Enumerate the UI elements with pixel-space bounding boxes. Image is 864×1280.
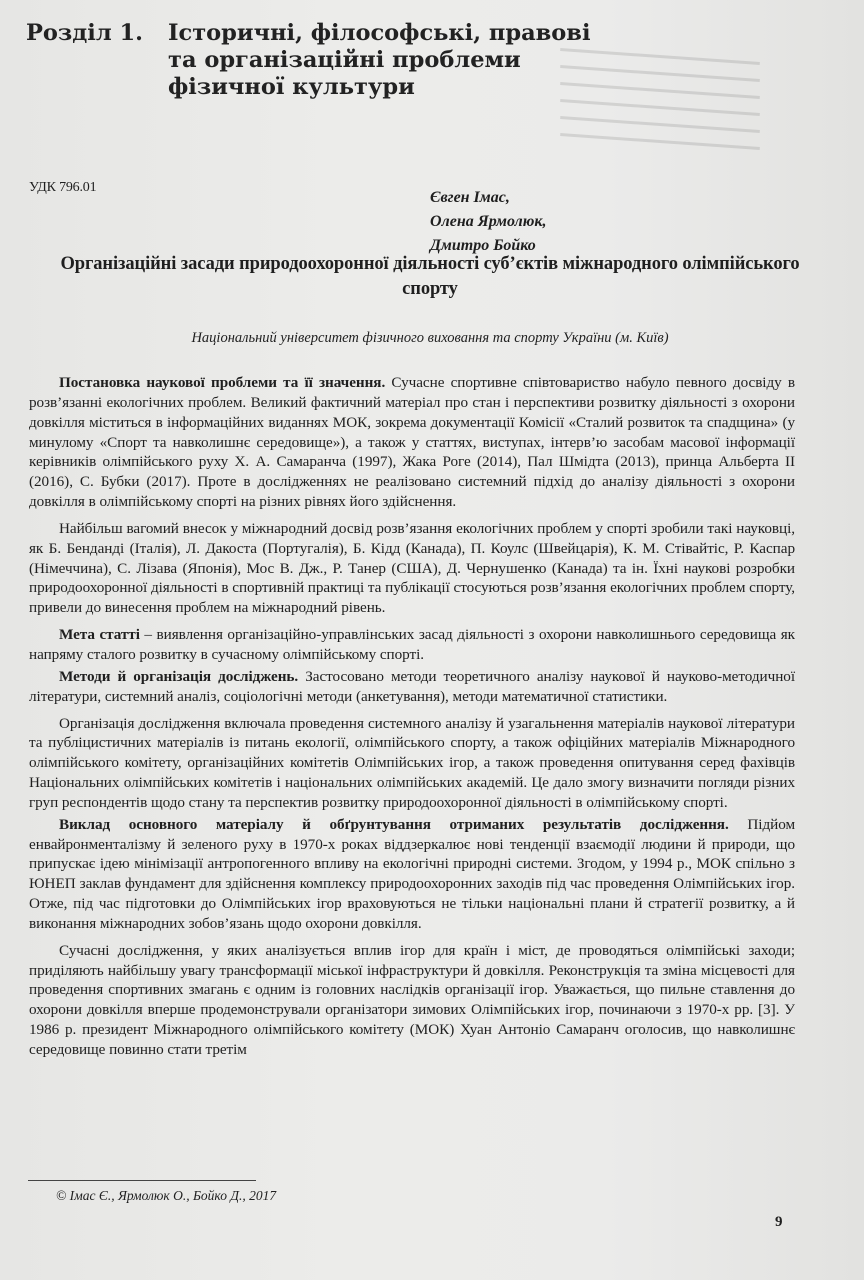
section-header [26,20,626,101]
paragraph [29,373,795,512]
footnote-divider [28,1180,256,1181]
affiliation: Національний університет фізичного виховання та спорту України (м. Київ) [191,330,669,346]
paragraph-text: – виявлення організаційно-управлінських засад діяльності з охорони навколишнього середовища як напряму сталого розвитку в сучасному олімпійському спорті. [29,626,795,663]
section-number: Розділ 1. [26,20,144,46]
paragraph [29,941,795,1060]
paragraph-text: Організація дослідження включала проведення системного аналізу й узагальнення матеріалів наукової літератури та публіцистичних матеріалів із питань екології, олімпійського спорту, а також офіційних матеріалів Міжнародного олімпійського комітету, організаційних комітетів Олімпійських ігор, а також проведення опитування серед фахівців Національних олімпійських комітетів і національних олімпійських академій. Це дало змогу визначити погляди різних груп респондентів щодо стану та перспектив розвитку природоохоронної діяльності в олімпійському спорті. [29,714,795,811]
paragraph [29,519,795,618]
article-body [29,373,795,1062]
paragraph [29,625,795,665]
author-name: Дмитро Бойко [430,237,536,254]
author-name: Євген Імас, [430,189,510,206]
paragraph-heading: Мета статті [59,626,140,644]
paragraph-text: Сучасне спортивне співтовариство набуло певного досвіду в розв’язанні екологічних проблем. Великий фактичний матеріал про стан і перспективи розвитку діяльності з охорони довкілля міститься в інформаційних виданнях МОК, зокрема документації Комісії «Сталий розвиток та спадщина» (у минулому «Спорт та навколишнє середовище»), а також у статтях, виступах, інтерв’ю засобам масової інформації керівників олімпійського руху Х. А. Самаранча (1997), Жака Роге (2014), Пал Шмідта (2013), принца Альберта ІІ (2016), С. Бубки (2017). Проте в дослідженнях не реалізовано системний підхід до аналізу діяльності з охорони довкілля в олімпійському спорті на різних рівнях його здійснення. [29,374,796,511]
page-number: 9 [775,1214,783,1230]
article-title: Організаційні засади природоохоронної діяльності суб’єктів міжнародного олімпійського спорту [60,254,800,299]
copyright-footnote: © Імас Є., Ярмолюк О., Бойко Д., 2017 [56,1188,277,1203]
paragraph [29,667,795,707]
paragraph-text: Сучасні дослідження, у яких аналізується вплив ігор для країн і міст, де проводяться олімпійські заходи; приділяють найбільшу увагу трансформації міської інфраструктури й довкілля. Реконструкція та зміна місцевості для проведення спортивних змагань є одним із головних наслідків організації ігор. Уважається, що пильне ставлення до охорони довкілля вперше продемонстрували організатори зимових Олімпійських ігор, починаючи з 1970-х рр. [3]. У 1986 р. президент Міжнародного олімпійського комітету (МОК) Хуан Антоніо Самаранч оголосив, що навколишнє середовище повинно стати третім [29,941,795,1058]
paragraph [29,714,795,813]
section-title: Історичні, філософські, правові та організаційні проблеми фізичної культури [168,20,591,100]
paragraph [29,815,795,934]
paragraph-heading: Методи й організація досліджень. [59,667,299,685]
udk-code: УДК 796.01 [29,180,97,195]
paragraph-heading: Постановка наукової проблеми та її значення. [59,374,386,391]
paragraph-heading: Виклад основного матеріалу й обґрунтування отриманих результатів дослідження. [59,815,729,833]
paragraph-text: Найбільш вагомий внесок у міжнародний досвід розв’язання екологічних проблем у спорті зробили такі науковці, як Б. Бенданді (Італія), Л. Дакоста (Португалія), Б. Кідд (Канада), П. Коулс (Швейцарія), К. М. Стівайтіс, Р. Каспар (Німеччина), С. Лізава (Японія), Мос В. Дж., Р. Танер (США), Д. Чернушенко (Канада) та ін. Їхні наукові розробки природоохоронної діяльності в спортивній практиці та публікації стосуються розв’язання екологічних проблем спорту, привели до винесення проблем на міжнародний рівень. [29,519,795,617]
paragraph-text: Застосовано методи теоретичного аналізу наукової й науково-методичної літератури, системний аналіз, соціологічні методи (анкетування), методи математичної статистики. [29,667,795,705]
paragraph-text: Підйом енвайронменталізму й зеленого руху в 1970-х роках віддзеркалює нові тенденції взаємодії людини й природи, що припускає ідею мінімізації антропогенного впливу на екологічні природні системи. Згодом, у 1994 р., МОК спільно з ЮНЕП заклав фундамент для здійснення комплексу природоохоронних заходів під час проведення Олімпійських ігор. Отже, під час підготовки до Олімпійських ігор враховуються не тільки національні плани й стратегії розвитку, а й виконання міжнародних зобов’язань щодо охорони довкілля. [29,815,796,932]
author-list [430,186,547,258]
author-name: Олена Ярмолюк, [430,213,547,230]
